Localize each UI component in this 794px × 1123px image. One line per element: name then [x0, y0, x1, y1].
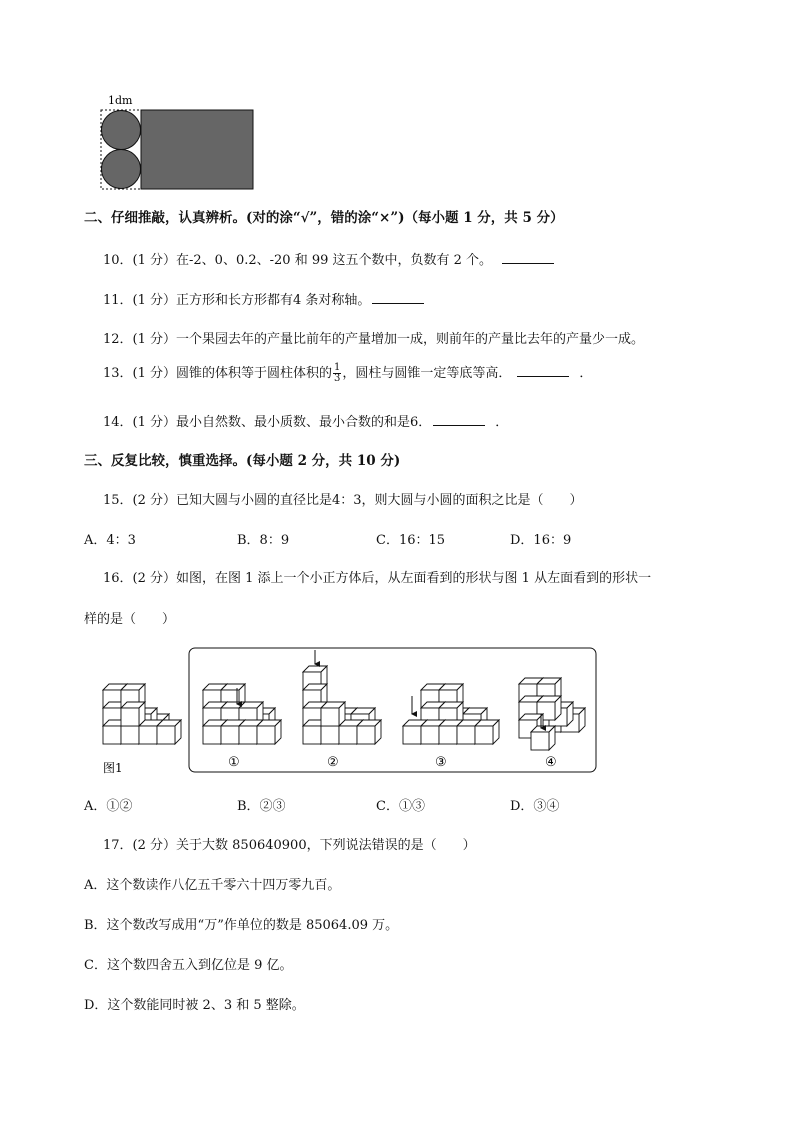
shaded-rectangle	[141, 110, 253, 189]
question-14-text: 14．(1 分）最小自然数、最小质数、最小合数的和是6．	[103, 415, 432, 430]
cube-figures	[95, 644, 605, 776]
q16-option-d[interactable]: D．③④	[510, 799, 560, 814]
figure-dimension-label: 1dm	[108, 94, 133, 107]
q16-option-a[interactable]: A．①②	[84, 799, 133, 814]
figure-1	[103, 684, 181, 744]
figure-option-4	[519, 678, 585, 750]
figure-option-3	[403, 684, 499, 744]
question-13-text-b: ，圆柱与圆锥一定等底等高．	[342, 366, 512, 381]
q17-option-d[interactable]: D．这个数能同时被 2、3 和 5 整除。	[84, 998, 305, 1013]
fraction-one-third	[333, 363, 341, 384]
question-12: 12．(1 分）一个果园去年的产量比前年的产量增加一成，则前年的产量比去年的产量少一成。	[103, 332, 645, 347]
fraction-numerator: 1	[334, 362, 341, 373]
figure-option-2	[303, 650, 381, 744]
q15-option-d[interactable]: D．16：9	[510, 533, 572, 548]
q17-option-b[interactable]: B．这个数改写成用“万”作单位的数是 85064.09 万。	[84, 918, 399, 933]
q16-option-c[interactable]: C．①③	[376, 799, 425, 814]
q15-option-b[interactable]: B．8：9	[237, 533, 290, 548]
question-16-line2: 样的是（ ）	[84, 612, 176, 627]
answer-blank[interactable]	[517, 375, 569, 377]
question-17: 17．(2 分）关于大数 850640900，下列说法错误的是（ ）	[103, 838, 476, 853]
answer-blank[interactable]	[372, 302, 424, 304]
question-11-text: 11．(1 分）正方形和长方形都有4 条对称轴。	[103, 293, 371, 308]
question-15: 15．(2 分）已知大圆与小圆的直径比是4：3，则大圆与小圆的面积之比是（ ）	[103, 493, 583, 508]
question-13-end: ．	[579, 366, 593, 381]
question-10-text: 10．(1 分）在-2、0、0.2、-20 和 99 这五个数中，负数有 2 个。	[103, 253, 493, 268]
q17-option-a[interactable]: A．这个数读作八亿五千零六十四万零九百。	[84, 878, 341, 893]
figure-1-label: 图1	[103, 761, 123, 775]
upper-circle	[102, 111, 141, 150]
q15-option-c[interactable]: C．16：15	[376, 533, 446, 548]
question-14	[103, 411, 508, 430]
q17-option-c[interactable]: C．这个数四舍五入到亿位是 9 亿。	[84, 958, 293, 973]
section2-heading: 二、仔细推敲，认真辨析。(对的涂“√”，错的涂“×”)（每小题 1 分，共 5 分）	[84, 210, 564, 226]
figure-option-1	[203, 684, 281, 744]
answer-blank[interactable]	[433, 424, 485, 426]
question-13-text-a: 13．(1 分）圆锥的体积等于圆柱体积的	[103, 366, 333, 381]
question-10	[103, 249, 556, 268]
question-16-line1: 16．(2 分）如图，在图 1 添上一个小正方体后，从左面看到的形状与图 1 从左面看到的形状一	[103, 571, 652, 586]
q16-option-b[interactable]: B．②③	[237, 799, 286, 814]
option-2-label: ②	[327, 755, 339, 770]
lower-circle	[102, 150, 141, 189]
question-14-end: ．	[495, 415, 509, 430]
circles-rectangle-figure	[96, 92, 258, 192]
question-11	[103, 289, 426, 308]
question-13	[103, 362, 592, 384]
fraction-denominator: 3	[334, 373, 341, 384]
option-4-label: ④	[545, 755, 557, 770]
section3-heading: 三、反复比较，慎重选择。(每小题 2 分，共 10 分)	[84, 453, 401, 469]
q15-option-a[interactable]: A．4：3	[84, 533, 136, 548]
option-1-label: ①	[228, 755, 240, 770]
option-3-label: ③	[435, 755, 447, 770]
answer-blank[interactable]	[502, 262, 554, 264]
